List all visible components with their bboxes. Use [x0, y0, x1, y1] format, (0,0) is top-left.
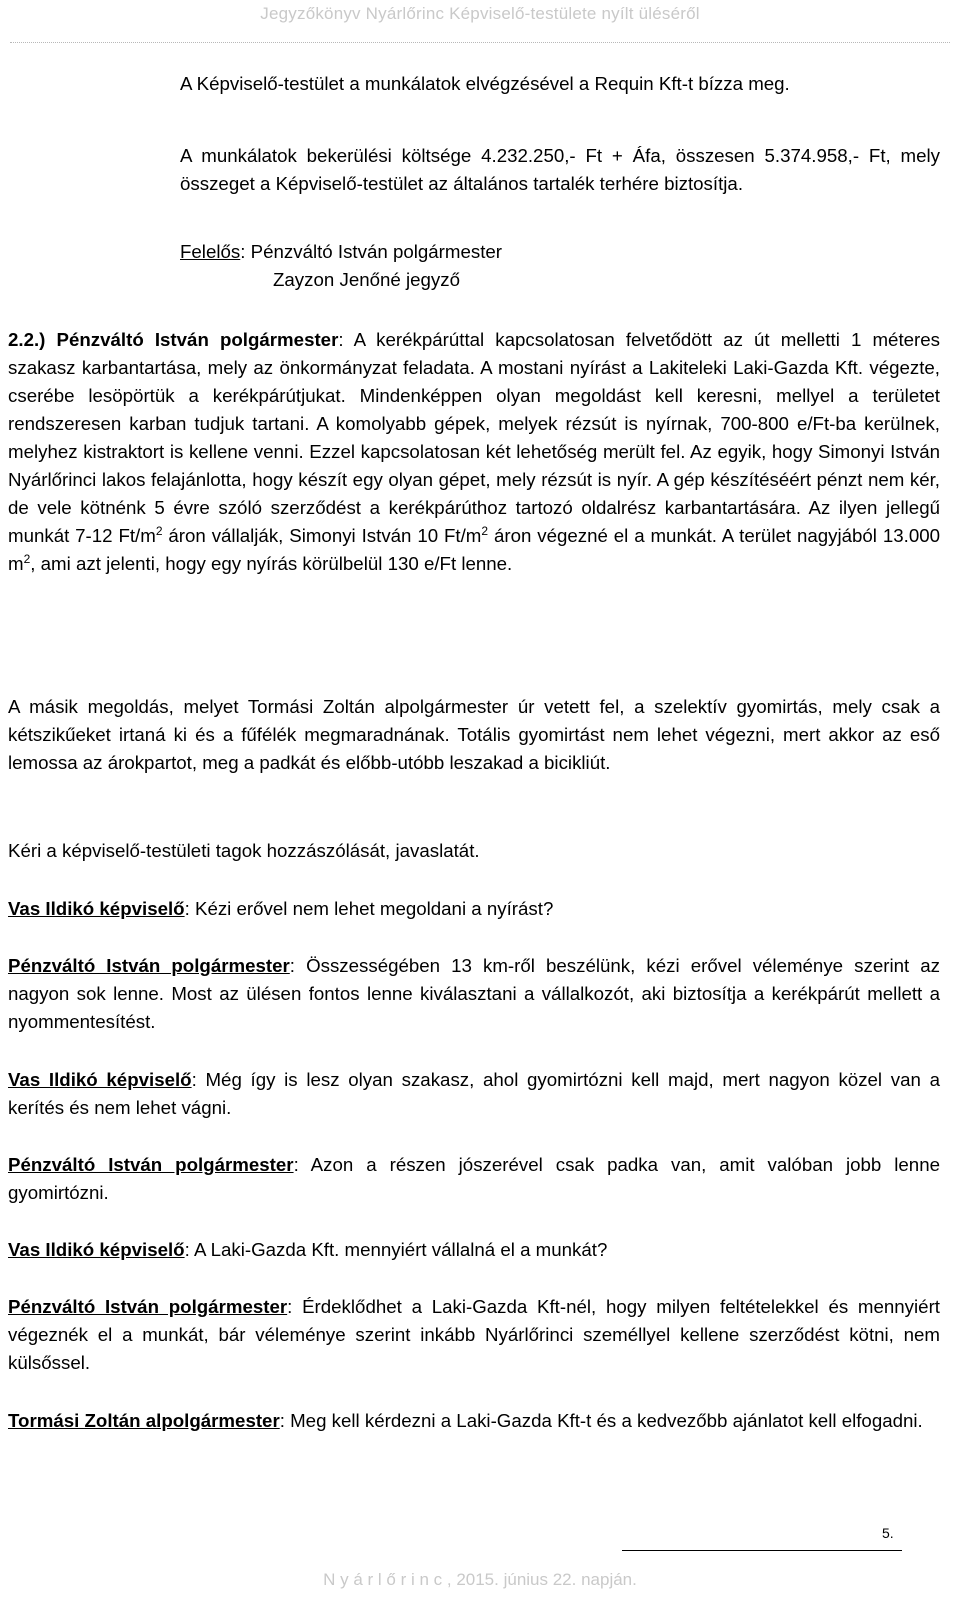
dialogue-entry: [8, 1293, 940, 1377]
responsible-name-1: : Pénzváltó István polgármester: [240, 241, 503, 262]
dialogue-entry: [8, 1066, 940, 1122]
header-divider: [10, 42, 950, 43]
superscript-2: 2: [481, 524, 489, 538]
item-speaker: Pénzváltó István polgármester: [56, 329, 339, 350]
dialogue-text: : Még így is lesz olyan szakasz, ahol gyomirtózni kell majd, mert nagyon közel van a kerítés és nem lehet vágni.: [8, 1069, 940, 1118]
superscript-1: 2: [155, 524, 163, 538]
dialogue-speaker: Pénzváltó István polgármester: [8, 1296, 288, 1317]
resolution-text-1: A Képviselő-testület a munkálatok elvégzésével a Requin Kft-t bízza meg.: [180, 73, 790, 94]
dialogue-entry: [8, 1151, 940, 1207]
page-header-title: Jegyzőkönyv Nyárlőrinc Képviselő-testülete nyílt üléséről: [260, 4, 700, 23]
dialogue-text: : A Laki-Gazda Kft. mennyiért vállalná el a munkát?: [184, 1239, 608, 1260]
dialogue-speaker: Vas Ildikó képviselő: [8, 1239, 185, 1260]
paragraph-alternative-solution: A másik megoldás, melyet Tormási Zoltán alpolgármester úr vetett fel, a szelektív gyomirtás, mely csak a kétszikűeket irtaná ki és a fűfélék megmaradnának. Totális gyomirtást nem lehet végezni, mert akkor az eső lemossa az árokpartot, meg a padkát és előbb-utóbb leszakad a bicikliút.: [8, 696, 940, 773]
item-text-c: áron végezné el a munkát. A terület nagyjából 13.000 m: [8, 525, 940, 574]
dialogue-speaker: Vas Ildikó képviselő: [8, 1069, 192, 1090]
footer-place-date: N y á r l ő r i n c , 2015. június 22. napján.: [323, 1570, 637, 1589]
responsible-label: Felelős: [180, 241, 241, 262]
dialogue-text: : Kézi erővel nem lehet megoldani a nyírást?: [184, 898, 554, 919]
item-text-b: áron vállalják, Simonyi István 10 Ft/m: [162, 525, 482, 546]
footer-divider: [622, 1550, 902, 1551]
dialogue-text: : Összességében 13 km-ről beszélünk, kézi erővel véleménye szerint az nagyon sok lenne. Most az ülésen fontos lenne kiválasztani a vállalkozót, aki biztosítja a kerékpárút mellett a nyommentesítést.: [8, 955, 940, 1032]
dialogue-entry: [8, 1236, 940, 1264]
item-text-a: : A kerékpárúttal kapcsolatosan felvetődött az út melletti 1 méteres szakasz karbantartása, mely az önkormányzat feladata. A mostani nyírást a Lakiteleki Laki-Gazda Kft. végezte, cserébe lesöpörtük a kerékpárútjukat. Mindenképpen olyan megoldást kell keresni, mellyel a területet rendszeresen karban tudjuk tartani. A komolyabb gépek, melyek rézsút is nyírnak, 700-800 e/Ft-ba kerülnek, melyhez kistraktort is kellene venni. Ezzel kapcsolatosan két lehetőség merült fel. Az egyik, hogy Simonyi István Nyárlőrinci lakos felajánlotta, hogy készít egy olyan gépet, mely rézsút is nyír. A gép készítéséért pénzt nem kér, de vele kötnénk 5 évre szóló szerződést a kerékpárúthoz tartozó oldalrész karbantartására. Az ilyen jellegű munkát 7-12 Ft/m: [8, 329, 940, 546]
dialogue-text: : Meg kell kérdezni a Laki-Gazda Kft-t és a kedvezőbb ajánlatot kell elfogadni.: [279, 1410, 923, 1431]
item-text-d: , ami azt jelenti, hogy egy nyírás körülbelül 130 e/Ft lenne.: [30, 553, 513, 574]
item-number: 2.2.): [8, 329, 46, 350]
responsible-name-2: Zayzon Jenőné jegyző: [273, 269, 460, 290]
dialogue-speaker: Tormási Zoltán alpolgármester: [8, 1410, 280, 1431]
responsible-line: [180, 238, 940, 266]
agenda-item-2-2: [8, 326, 940, 578]
dialogue-text: : Azon a részen jószerével csak padka van, amit valóban jobb lenne gyomirtózni.: [8, 1154, 940, 1203]
page-number: 5.: [882, 1525, 894, 1541]
paragraph-request-comments: Kéri a képviselő-testületi tagok hozzászólását, javaslatát.: [8, 840, 480, 861]
dialogue-speaker: Pénzváltó István polgármester: [8, 955, 290, 976]
dialogue-entry: [8, 952, 940, 1036]
dialogue-text: : Érdeklődhet a Laki-Gazda Kft-nél, hogy milyen feltételekkel és mennyiért végeznék el a munkát, bár véleménye szerint inkább Nyárlőrinci személlyel kellene szerződést kötni, nem külsőssel.: [8, 1296, 940, 1373]
dialogue-entry: [8, 1407, 940, 1435]
resolution-text-2: A munkálatok bekerülési költsége 4.232.250,- Ft + Áfa, összesen 5.374.958,- Ft, mely összeget a Képviselő-testület az általános tartalék terhére biztosítja.: [180, 145, 940, 194]
superscript-3: 2: [23, 552, 31, 566]
dialogue-entry: [8, 895, 940, 923]
dialogue-speaker: Pénzváltó István polgármester: [8, 1154, 294, 1175]
dialogue-speaker: Vas Ildikó képviselő: [8, 898, 185, 919]
